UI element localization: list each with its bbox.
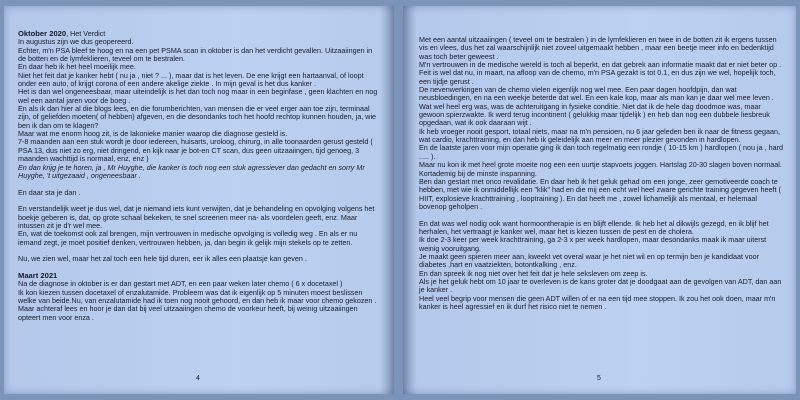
section-heading-maart: Maart 2021 [18, 270, 58, 280]
paragraph: M'n vertrouwen in de medische wereld is toch al beperkt, en dat gebrek aan informatie maakt dat er niet beter op . [419, 60, 782, 70]
paragraph: Maar nu kon ik met heel grote moeite nog een een uurtje stapvoets joggen. Hartslag 20-30 slagen boven normaal. Kortademig bij de minste inspanning. [419, 160, 782, 178]
right-page [403, 6, 796, 394]
page-number: 5 [597, 375, 601, 382]
section-date: Oktober 2020 [18, 29, 67, 38]
paragraph: En, wat de toekomst ook zal brengen, mijn vertrouwen in medische opvolging is volledig weg . En als er nu iemand zegt, je moet positief denken, vertrouwen hebben, ja, dan begin ik gelijk mijn stekels op te zetten. [18, 229, 358, 247]
paragraph: Maar wat me enorm hoog zit, is de lakonieke manier waarop die diagnose gesteld is. [18, 129, 288, 139]
paragraph: Met een aantal uitzaaiingen ( teveel om te bestralen ) in de lymfeklieren en twee in de botten zit ik ergens tussen vis en vlees, dus het zal waarschijnlijk niet zoveel uitgemaakt hebben , maar een beetje meer info en bedenktijd was toch beter geweest . [419, 35, 777, 61]
italic-quote: En dan krijg je te horen, ja , Mr Huyghe, die kanker is toch nog een stuk agressiever dan gedacht en sorry Mr Huyghe, 't uitgezaaid , ongeneesbaar . [18, 162, 365, 180]
paragraph: Ik kon kiezen tussen docetaxel of enzalutamide. Probleem was dat ik eigenlijk op 5 minuten moest beslissen welke van beide.Nu, van enzalutamide had ik toen nog nooit gehoord, en dan heb ik maar voor chemo gekozen . [18, 287, 377, 305]
paragraph: Heel veel begrip voor mensen die geen ADT willen of er na een tijd mee stoppen. Ik zou het ook doen, maar m'n kanker is heel agressief en ik durf het risico niet te nemen . [419, 293, 776, 311]
paragraph: Niet het feit dat je kanker hebt ( nu ja , niet ? ... ), maar dat is het leven. De ene krijgt een hartaanval, of loopt onder een auto, of krijgt corona of een andere akelige ziekte . In mijn geval is het dus kanker . [18, 70, 364, 89]
paragraph: Als je het geluk hebt om 10 jaar te overleven is de kans groter dat je doodgaat aan de gevolgen van ADT, dan aan je kanker . [419, 276, 782, 295]
paragraph: Na de diagnose in oktober is er dan gestart met ADT, en een paar weken later chemo ( 6 x docetaxel ) [18, 279, 343, 289]
paragraph: 7-8 maanden aan een stuk wordt je door iedereen, huisarts, uroloog, chirurg, in alle toonaarden gerust gesteld ( PSA 13, dus niet zo erg, niet dringend, en kijk naar je bot-en CT scan, dus geen uitzaaiingen, tijd genoeg, 3 maanden wachttijd is normaal, enz, enz ) [18, 137, 373, 164]
paragraph: De nevenwerkingen van de chemo vielen eigenlijk nog wel mee. Een paar dagen hoofdpijn, dan wat neusbloedingen, en na een weekje beterde dat wel. En een kale kop, maar als man kan je daar wel mee leven . [419, 85, 774, 103]
paragraph: Feit is wel dat nu, in maart, na afloop van de chemo, m'n PSA gezakt is tot 0.1, en dus zijn we wel, hopelijk toch, een tijdje gerust . [419, 68, 776, 86]
paragraph: In augustus zijn we dus geopereerd. [18, 37, 134, 47]
paragraph: Ben dan gestart met onco revalidatie. En daar heb ik het geluk gehad om een jonge, zeer gemotiveerde coach te hebben, met wie ik onmiddellijk een "klik" had en die mij een echt wel heel zware gerichte training gegeven heeft ( HIIT, explosieve krachttraining , looptraining ). En dat heeft me , zowel lichamelijk als mentaal, er helemaal bovenop geholpen . [419, 176, 781, 211]
paragraph: Echter, m'n PSA bleef te hoog en na een pet PSMA scan in oktober is dan het verdicht gevallen. Uitzaaiingen in de botten en de lymfeklieren, teveel om te bestralen. [18, 45, 373, 64]
paragraph: En verstandelijk weet je dus wel, dat je niemand iets kunt verwijten, dat je behandeling en opvolging volgens het boekje geberen is, dat, op grote schaal bekeken, te snel screenen meer na- als voordelen geeft, enz. Maar intussen zit je d'r wel mee. [18, 204, 375, 230]
paragraph: En dat was wel nodig ook want hormoontherapie is en blijft ellende. Ik heb het al dikwijls gezegd, en ik blijf het herhalen, het vertraagt je kanker wel, maar het is kiezen tussen de pest en de cholera. [419, 218, 769, 236]
spine-shadow [403, 6, 417, 394]
paragraph: En daar heb ik het heel moeilijk mee. [18, 62, 136, 72]
paragraph: Maar achteraf lees en hoor je dan dat bij veel uitzaaiingen chemo de voorkeur heeft, bij weinig uitzaaiingen opteert men voor enza . [18, 304, 358, 322]
page-number: 4 [196, 375, 200, 382]
paragraph: Je maakt geen spieren meer aan, kweekt vet overal waar je het niet wil en op termijn ben je kandidaat voor diabetes ,hart en vaatziekten, botontkalking , enz. [419, 251, 759, 270]
left-page [4, 6, 394, 394]
section-title: , Het Verdict [66, 29, 106, 38]
paragraph: Ik doe 2-3 keer per week krachttraining, ga 2-3 x per week hardlopen, maar desondanks maak ik maar uiterst weinig vooruitgang. [419, 235, 767, 253]
spine-shadow [380, 6, 394, 394]
left-page-text [18, 30, 380, 322]
paragraph: Het is dan wel ongeneesbaar, maar uiteindelijk is het dan toch nog maar in een beginfase , geen klachten en nog wel een aantal jaren voor de boeg . [18, 87, 378, 105]
paragraph: En de laatste jaren voor mijn operatie ging ik dan toch regelmatig een rondje ( 10-15 km ) hardlopen ( nou ja , hard ..... ). [419, 143, 783, 161]
paragraph: En als ik dan hier al die blogs lees, en die forumberichten, van mensen die er veel erger aan toe zijn, terminaal zijn, of geliefden moeten( of hebben) afgeven, en die desondanks toch het hoofd rechtop kunnen houden, ja, wie ben ik dan om te klagen? [18, 104, 377, 130]
right-page-text [419, 36, 784, 311]
paragraph: En daar sta je dan . [18, 187, 81, 197]
paragraph: Nu, we zien wel, maar het zal toch een hele tijd duren, eer ik alles een plaatsje kan geven . [18, 254, 307, 264]
paragraph: En dan spreek ik nog niet over het feit dat je hele seksleven om zeep is. [419, 268, 648, 278]
paragraph: Ik heb vroeger nooit gesport, totaal niets, maar na m'n pensioen, nu 6 jaar geleden ben ik naar de fitness gegaan, wat cardio, krachttraining, en dan heb ik geleidelijk aan meer en meer plezier gevonden in hardlopen. [419, 126, 780, 145]
paragraph: Wat wel heel erg was, was de achteruitgang in fysieke conditie. Niet dat ik de hele dag doodmoe was, maar gewoon spierzwakte. Ik werd terug incontinent ( gelukkig maar tijdelijk ) en heb dan nog een dubbele liesbreuk opgedaan, wat ik ook daaraan wijt . [419, 101, 770, 128]
